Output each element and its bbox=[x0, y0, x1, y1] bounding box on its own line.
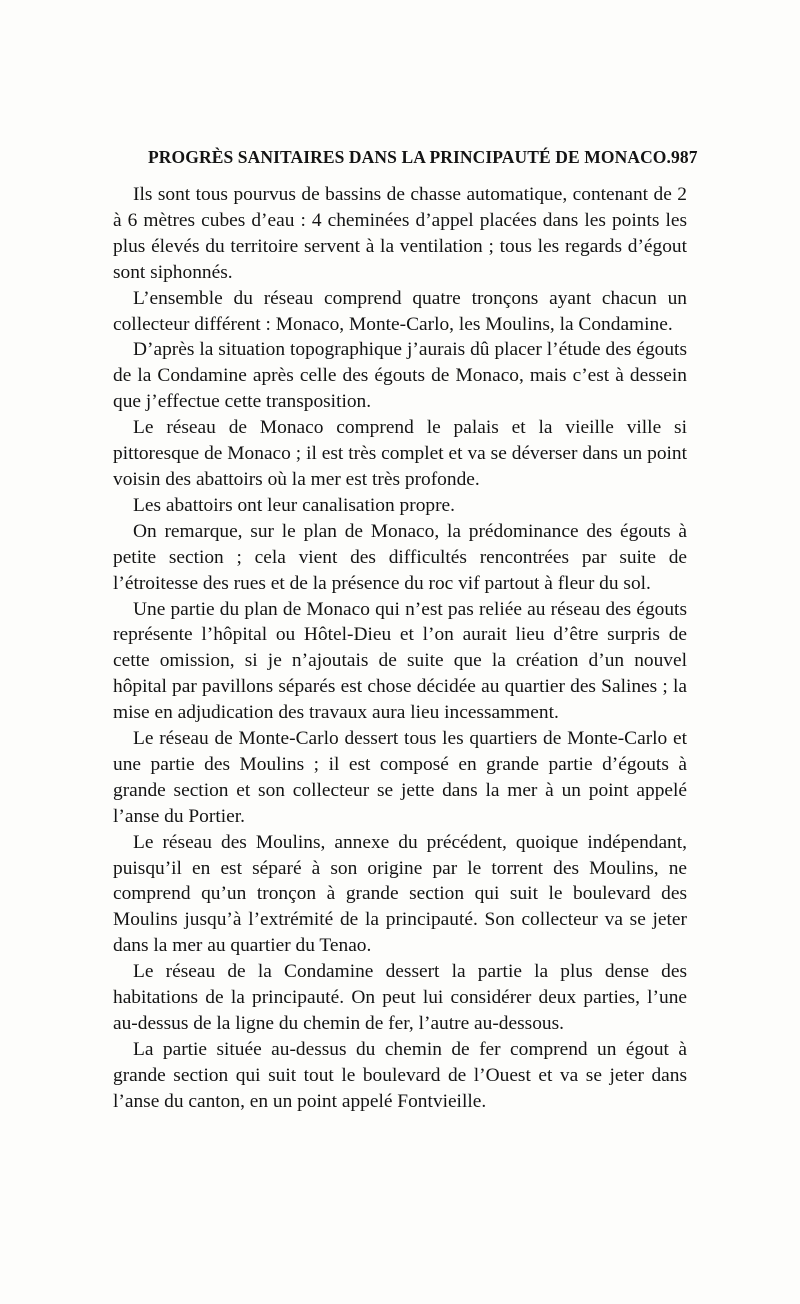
paragraph-7: Une partie du plan de Monaco qui n’est pas reliée au réseau des égouts représente l’hôpital ou Hôtel-Dieu et l’on aurait lieu d’être surpris de cette omission, si je n’ajoutais de suite que la création d’un nouvel hôpital par pavillons séparés est chose décidée au quartier des Salines ; la mise en adjudication des travaux aura lieu incessamment. bbox=[113, 598, 687, 724]
paragraph-8: Le réseau de Monte-Carlo dessert tous les quartiers de Monte-Carlo et une partie des Moulins ; il est composé en grande partie d’égouts à grande section et son collecteur se jette dans la mer à un point appelé l’anse du Portier. bbox=[113, 728, 687, 827]
paragraph-11: La partie située au-dessus du chemin de fer comprend un égout à grande section qui suit tout le boulevard de l’Ouest et va se jeter dans l’anse du canton, en un point appelé Fontvieille. bbox=[113, 1038, 687, 1112]
paragraph-6: On remarque, sur le plan de Monaco, la prédominance des égouts à petite section ; cela vient des difficultés rencontrées par suite de l’étroitesse des rues et de la présence du roc vif partout à fleur du sol. bbox=[113, 520, 687, 594]
running-head-title: PROGRÈS SANITAIRES DANS LA PRINCIPAUTÉ DE MONACO. bbox=[148, 147, 671, 167]
paragraph-9: Le réseau des Moulins, annexe du précédent, quoique indépendant, puisqu’il en est séparé à son origine par le torrent des Moulins, ne comprend qu’un tronçon à grande section qui suit le boulevard des Moulins jusqu’à l’extrémité de la principauté. Son collecteur va se jeter dans la mer au quartier du Tenao. bbox=[113, 831, 687, 957]
paragraph-1: Ils sont tous pourvus de bassins de chasse automatique, contenant de 2 à 6 mètres cubes d’eau : 4 cheminées d’appel placées dans les points les plus élevés du territoire servent à la ventilation ; tous les regards d’égout sont siphonnés. bbox=[113, 184, 687, 283]
paragraph-5: Les abattoirs ont leur canalisation propre. bbox=[133, 494, 455, 516]
body-text bbox=[113, 182, 687, 1115]
page-number: 987 bbox=[671, 147, 698, 167]
paragraph-2: L’ensemble du réseau comprend quatre tronçons ayant chacun un collecteur différent : Monaco, Monte-Carlo, les Moulins, la Condamine. bbox=[113, 287, 687, 335]
paragraph-10: Le réseau de la Condamine dessert la partie la plus dense des habitations de la principauté. On peut lui considérer deux parties, l’une au-dessus de la ligne du chemin de fer, l’autre au-dessous. bbox=[113, 961, 687, 1034]
paragraph-3: D’après la situation topographique j’aurais dû placer l’étude des égouts de la Condamine après celle des égouts de Monaco, mais c’est à dessein que j’effectue cette transposition. bbox=[113, 339, 687, 413]
paragraph-4: Le réseau de Monaco comprend le palais et la vieille ville si pittoresque de Monaco ; il est très complet et va se déverser dans un point voisin des abattoirs où la mer est très profonde. bbox=[113, 417, 687, 490]
running-head bbox=[148, 146, 698, 168]
